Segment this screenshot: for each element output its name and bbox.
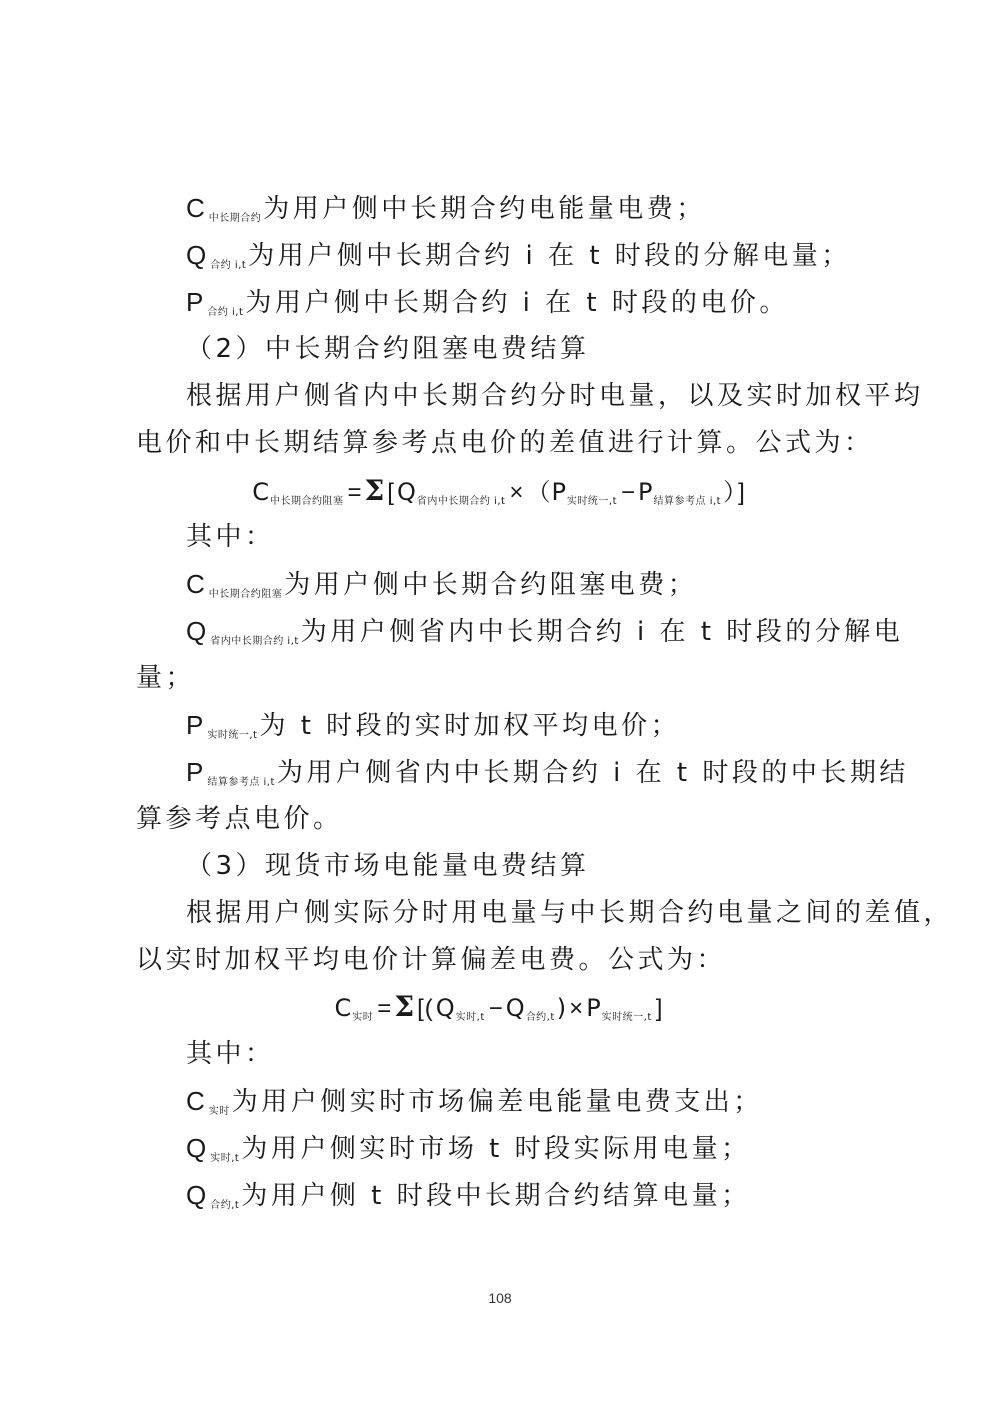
equals-sign: =	[377, 995, 393, 1022]
subscript: 省内中长期合约 i,t	[210, 636, 299, 647]
subscript: 结算参考点 i,t	[207, 777, 275, 788]
formula-symbol: P	[586, 994, 602, 1022]
definition-text: 为用户侧中长期合约 i 在 t 时段的电价。	[245, 288, 789, 318]
bracket-open: [	[387, 479, 395, 506]
times-sign: ×	[509, 479, 525, 506]
symbol: C	[186, 1086, 205, 1116]
formula-subscript: 实时统一,t	[601, 1012, 652, 1023]
definition-text: 为用户侧 t 时段中长期合约结算电量；	[241, 1181, 751, 1211]
where-label: 其中：	[186, 1039, 275, 1069]
paragraph-line: 以实时加权平均电价计算偏差电费。公式为：	[136, 945, 727, 975]
definition-c-congestion	[186, 567, 697, 612]
formula-symbol: Q	[396, 478, 417, 506]
minus-sign: −	[488, 995, 504, 1022]
definition-p-realtime	[186, 708, 680, 753]
formula-subscript: 实时	[352, 1012, 374, 1023]
page-number: 108	[488, 1290, 512, 1306]
symbol: P	[186, 710, 204, 740]
sigma-symbol: Σ	[394, 990, 416, 1023]
definition-text: 为用户侧中长期合约阻塞电费；	[284, 570, 698, 600]
paragraph-line: 根据用户侧实际分时用电量与中长期合约电量之间的差值，	[186, 898, 954, 928]
section-heading-2: （2）中长期合约阻塞电费结算	[186, 334, 590, 364]
formula-symbol: Q	[435, 994, 456, 1022]
where-label: 其中：	[186, 522, 275, 552]
paragraph-line: 根据用户侧省内中长期合约分时电量，以及实时加权平均	[186, 381, 924, 411]
paren-open: （	[526, 478, 552, 506]
definition-text: 为用户侧省内中长期合约 i 在 t 时段的分解电	[300, 617, 904, 647]
definition-continuation: 量；	[136, 663, 196, 693]
definition-c-contract	[186, 191, 706, 236]
definition-p-reference	[186, 755, 909, 800]
definition-text: 为用户侧实时市场 t 时段实际用电量；	[241, 1134, 751, 1164]
bracket-close: ]	[655, 995, 664, 1022]
definition-text: 为用户侧实时市场偏差电能量电费支出；	[231, 1087, 763, 1117]
formula-subscript: 省内中长期合约 i,t	[416, 496, 506, 507]
formula-subscript: 实时,t	[455, 1012, 485, 1023]
definition-q-contract-settlement	[186, 1178, 751, 1223]
bracket-open: [(	[417, 995, 434, 1022]
definition-text: 为用户侧中长期合约 i 在 t 时段的分解电量；	[248, 241, 851, 271]
definition-text: 为用户侧省内中长期合约 i 在 t 时段的中长期结	[276, 758, 909, 788]
symbol: C	[186, 193, 205, 223]
formula-subscript: 合约,t	[525, 1012, 555, 1023]
formula-subscript: 实时统一,t	[566, 496, 618, 507]
definition-text: 为用户侧中长期合约电能量电费；	[263, 194, 706, 224]
formula-symbol: P	[638, 478, 654, 506]
formula-spot	[0, 990, 1000, 1035]
formula-symbol: P	[551, 478, 567, 506]
paren-close: )	[556, 994, 568, 1022]
subscript: 合约 i,t	[210, 260, 247, 271]
equals-sign: =	[347, 479, 363, 506]
formula-symbol: Q	[505, 994, 526, 1022]
formula-subscript: 中长期合约阻塞	[269, 496, 344, 507]
subscript: 实时,t	[210, 1153, 240, 1164]
symbol: Q	[186, 1180, 207, 1210]
definition-q-provincial	[186, 614, 903, 659]
formula-symbol: C	[252, 478, 270, 506]
definition-text: 为 t 时段的实时加权平均电价；	[259, 711, 681, 741]
symbol: P	[186, 287, 204, 317]
subscript: 合约 i,t	[207, 307, 244, 318]
subscript: 中长期合约	[208, 213, 262, 224]
symbol: Q	[186, 1133, 207, 1163]
definition-continuation: 算参考点电价。	[136, 804, 343, 834]
definition-c-realtime	[186, 1084, 763, 1129]
symbol: Q	[186, 240, 207, 270]
subscript: 实时	[208, 1106, 230, 1117]
paren-close: ）	[723, 478, 737, 506]
symbol: C	[186, 569, 205, 599]
subscript: 合约,t	[210, 1200, 240, 1211]
bracket-close: ]	[738, 479, 746, 506]
sigma-symbol: Σ	[364, 474, 386, 507]
definition-q-contract	[186, 238, 851, 283]
definition-p-contract	[186, 285, 789, 330]
formula-symbol: C	[334, 994, 353, 1022]
symbol: Q	[186, 616, 207, 646]
section-heading-3: （3）现货市场电能量电费结算	[186, 851, 590, 881]
definition-q-realtime	[186, 1131, 751, 1176]
subscript: 中长期合约阻塞	[208, 589, 283, 600]
times-sign: ×	[569, 995, 585, 1022]
symbol: P	[186, 757, 204, 787]
formula-congestion	[0, 474, 1000, 519]
subscript: 实时统一,t	[207, 730, 258, 741]
minus-sign: −	[621, 479, 637, 506]
formula-subscript: 结算参考点 i,t	[653, 496, 722, 507]
paragraph-line: 电价和中长期结算参考点电价的差值进行计算。公式为：	[136, 428, 874, 458]
